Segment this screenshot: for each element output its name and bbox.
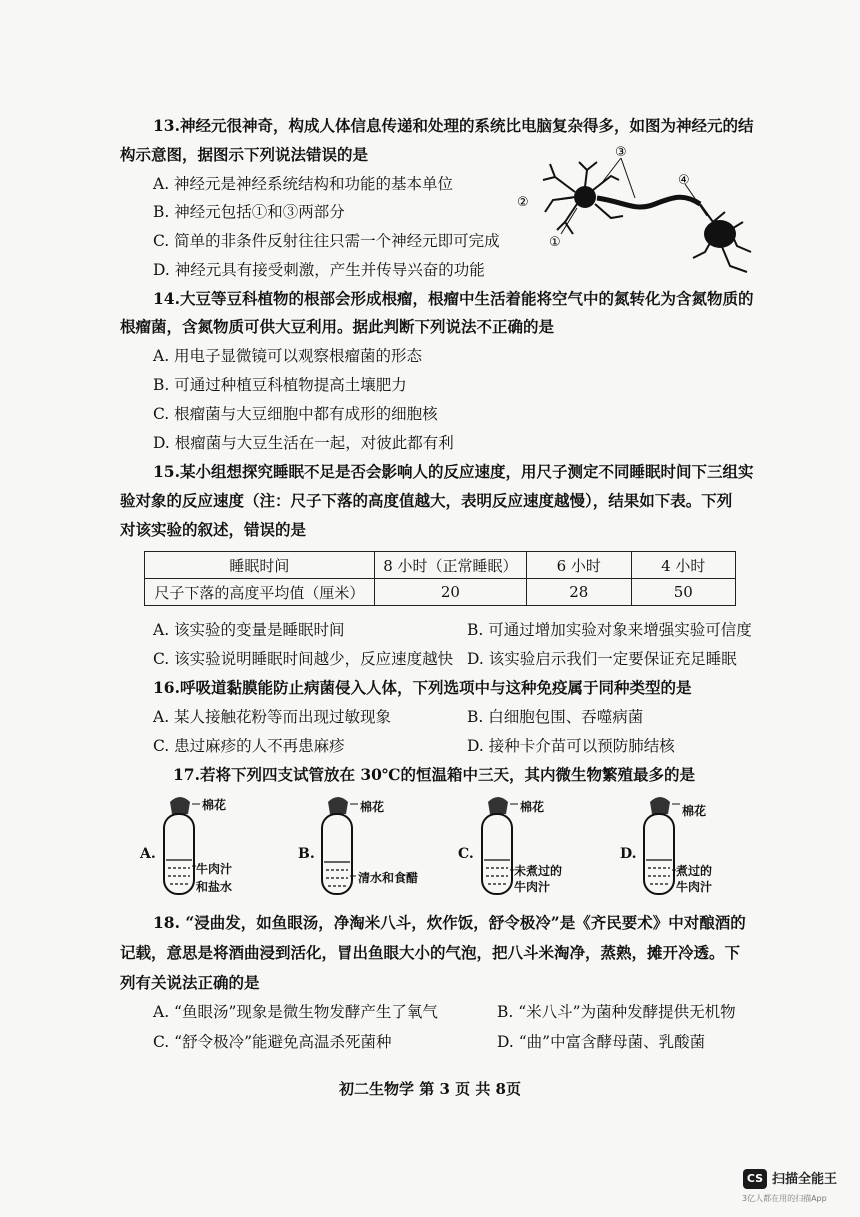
tube-letter-b: B. [298,846,315,862]
table-cell: 20 [374,579,526,606]
test-tube-c [458,792,608,902]
q15-stem-line2: 验对象的反应速度（注：尺子下落的高度值越大，表明反应速度越慢），结果如下表。下列 [120,491,733,510]
q13-stem-line1: 13.神经元很神奇，构成人体信息传递和处理的系统比电脑复杂得多，如图为神经元的结 [153,116,754,135]
q16-option-c: C. 患过麻疹的人不再患麻疹 [153,737,345,755]
tube-b-content-label: 清水和食醋 [358,871,419,885]
q18-option-b: B. “米八斗”为菌种发酵提供无机物 [497,1003,736,1021]
neuron-label-1: ① [549,235,561,250]
table-row [145,552,736,579]
table-header-cell: 睡眠时间 [145,552,375,579]
neuron-label-4: ④ [678,173,690,188]
q16-option-b: B. 白细胞包围、吞噬病菌 [467,708,644,726]
q14-option-b: B. 可通过种植豆科植物提高土壤肥力 [153,376,407,394]
tube-b-cotton-label: 棉花 [360,800,385,814]
test-tube-a [140,792,290,902]
q13-option-d: D. 神经元具有接受刺激，产生并传导兴奋的功能 [153,261,485,279]
q14-option-c: C. 根瘤菌与大豆细胞中都有成形的细胞核 [153,405,438,423]
q13-stem-line2: 构示意图，据图示下列说法错误的是 [120,145,369,164]
tube-letter-a: A. [140,846,156,862]
q17-stem: 17.若将下列四支试管放在 30℃的恒温箱中三天，其内微生物繁殖最多的是 [173,765,696,784]
q13-option-b: B. 神经元包括①和③两部分 [153,203,345,221]
table-header-cell: 4 小时 [631,552,736,579]
tube-d-content-label-2: 牛肉汁 [676,880,713,894]
tube-letter-c: C. [458,846,474,862]
q13-option-c: C. 简单的非条件反射往往只需一个神经元即可完成 [153,232,500,250]
q15-option-a: A. 该实验的变量是睡眠时间 [153,621,345,639]
q14-stem-line2: 根瘤菌，含氮物质可供大豆利用。据此判断下列说法不正确的是 [120,317,555,336]
camscanner-logo: CS [743,1169,767,1189]
table-header-cell: 6 小时 [527,552,631,579]
tube-c-content-label: 未煮过的 [514,864,563,878]
q14-option-a: A. 用电子显微镜可以观察根瘤菌的形态 [153,347,423,365]
q18-stem-line2: 记载，意思是将酒曲浸到活化，冒出鱼眼大小的气泡，把八斗米淘净，蒸熟，摊开冷透。下 [120,943,741,962]
table-row [145,579,736,606]
q14-option-d: D. 根瘤菌与大豆生活在一起，对彼此都有利 [153,434,454,452]
q18-stem-line3: 列有关说法正确的是 [120,973,260,992]
neuron-diagram [515,142,765,282]
q18-option-a: A. “鱼眼汤”现象是微生物发酵产生了氧气 [153,1003,438,1021]
camscanner-name: 扫描全能王 [772,1172,838,1187]
table-cell: 28 [527,579,631,606]
test-tube-d [620,792,770,902]
camscanner-tagline: 3亿人都在用的扫描App [742,1194,827,1203]
q15-option-c: C. 该实验说明睡眠时间越少，反应速度越快 [153,650,454,668]
test-tube-b [298,792,448,902]
tube-letter-d: D. [620,846,637,862]
q16-option-d: D. 接种卡介苗可以预防肺结核 [467,737,675,755]
q16-stem: 16.呼吸道黏膜能防止病菌侵入人体，下列选项中与这种免疫属于同种类型的是 [153,678,692,697]
q18-option-d: D. “曲”中富含酵母菌、乳酸菌 [497,1033,706,1051]
tube-c-content-label-2: 牛肉汁 [514,880,551,894]
q15-option-d: D. 该实验启示我们一定要保证充足睡眠 [467,650,737,668]
q15-stem-line1: 15.某小组想探究睡眠不足是否会影响人的反应速度，用尺子测定不同睡眠时间下三组实 [153,462,754,481]
tube-d-content-label: 煮过的 [676,864,713,878]
q15-option-b: B. 可通过增加实验对象来增强实验可信度 [467,621,752,639]
table-cell: 50 [631,579,736,606]
table-header-cell: 8 小时（正常睡眠） [374,552,526,579]
q13-option-a: A. 神经元是神经系统结构和功能的基本单位 [153,175,454,193]
tube-a-content-label: 牛肉汁 [196,862,233,876]
q18-stem-line1: 18. “浸曲发，如鱼眼汤，净淘米八斗，炊作饭，舒令极冷”是《齐民要术》中对酿酒的 [153,913,746,932]
neuron-label-3: ③ [615,145,627,160]
tube-c-cotton-label: 棉花 [520,800,545,814]
q18-option-c: C. “舒令极冷”能避免高温杀死菌种 [153,1033,392,1051]
q15-stem-line3: 对该实验的叙述，错误的是 [120,520,307,539]
tube-a-content-label-2: 和盐水 [196,880,233,894]
table-cell: 尺子下落的高度平均值（厘米） [145,579,375,606]
sleep-reaction-table [144,551,736,606]
neuron-label-2: ② [517,195,529,210]
q16-option-a: A. 某人接触花粉等而出现过敏现象 [153,708,392,726]
page-footer: 初二生物学 第 3 页 共 8页 [339,1080,521,1098]
tube-a-cotton-label: 棉花 [202,798,227,812]
q14-stem-line1: 14.大豆等豆科植物的根部会形成根瘤，根瘤中生活着能将空气中的氮转化为含氮物质的 [153,289,754,308]
tube-d-cotton-label: 棉花 [682,804,707,818]
